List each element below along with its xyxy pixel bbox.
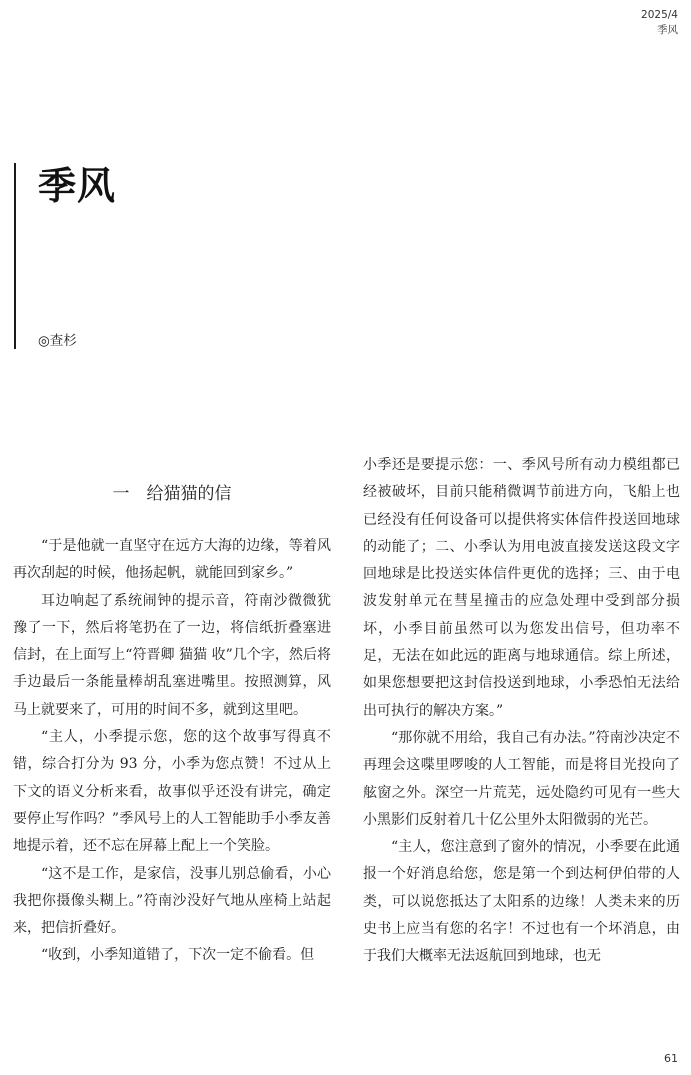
issue-date: 2025/4 xyxy=(641,9,678,21)
paragraph: “那你就不用给，我自己有办法。”符南沙决定不再理会这喋里啰唆的人工智能，而是将目光投向了舷窗之外。深空一片荒芜，远处隐约可见有一些大小黑影们反射着几十亿公里外太阳微弱的光芒。 xyxy=(363,729,680,828)
left-column xyxy=(13,533,331,970)
paragraph: “这不是工作，是家信，没事儿别总偷看，小心我把你摄像头糊上。”符南沙没好气地从座椅上站起来，把信折叠好。 xyxy=(13,865,331,937)
paragraph-continued: 小季还是要提示您：一、季风号所有动力模组都已经被破坏，目前只能稍微调节前进方向，飞船上也已经没有任何设备可以提供将实体信件投送回地球的动能了；二、小季认为用电波直接发送这段文字回地球是比投送实体信件更优的选择；三、由于电波发射单元在彗星撞击的应急处理中受到部分损坏，小季目前虽然可以为您发出信号，但功率不足，无法在如此远的距离与地球通信。综上所述，如果您想要把这封信投送到地球，小季恐怕无法给出可执行的解决方案。” xyxy=(363,457,680,719)
paragraph: “主人，您注意到了窗外的情况，小季要在此通报一个好消息给您，您是第一个到达柯伊伯带的人类，可以说您抵达了太阳系的边缘！人类未来的历史书上应当有您的名字！不过也有一个坏消息，由于我们大概率无法返航回到地球，也无 xyxy=(363,839,680,965)
article-author: ◎查杉 xyxy=(38,333,77,349)
page-number: 61 xyxy=(664,1052,678,1065)
title-accent-bar xyxy=(14,163,16,349)
issue-header xyxy=(641,8,678,38)
paragraph: “主人，小季提示您，您的这个故事写得真不错，综合打分为 93 分，小季为您点赞！不过从上下文的语义分析来看，故事似乎还没有讲完，确定要停止写作吗？”季风号上的人工智能助手小季友善地提示着，还不忘在屏幕上配上一个笑脸。 xyxy=(13,729,331,855)
paragraph: “收到，小季知道错了，下次一定不偷看。但 xyxy=(41,947,315,964)
section-heading: 一 给猫猫的信 xyxy=(112,484,232,504)
article-title: 季风 xyxy=(38,164,117,208)
running-title: 季风 xyxy=(657,24,678,36)
paragraph: 耳边响起了系统闹钟的提示音，符南沙微微犹豫了一下，然后将笔扔在了一边，将信纸折叠塞进信封，在上面写上“符晋卿 猫猫 收”几个字，然后将手边最后一条能量棒胡乱塞进嘴里。按照测算，风马上就要来了，可用的时间不多，就到这里吧。 xyxy=(13,592,331,718)
right-column xyxy=(363,452,680,971)
paragraph: “于是他就一直坚守在远方大海的边缘，等着风再次刮起的时候，他扬起帆，就能回到家乡。” xyxy=(13,538,331,582)
